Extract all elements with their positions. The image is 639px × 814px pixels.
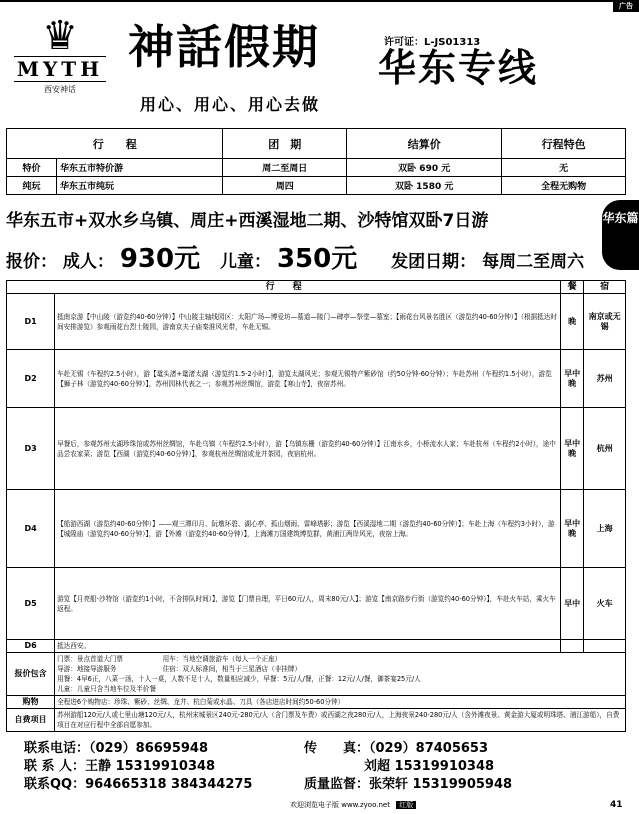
day-meal: 早中晚 [561, 408, 584, 490]
contact-phone [24, 740, 304, 758]
contact-value: 964665318 384344275 [85, 777, 253, 792]
contact-label: 质量监督： [304, 777, 370, 792]
adult-price: 930元 [119, 244, 201, 274]
day-desc: 车赴无锡（车程约2.5小时），游【鼋头渚+鼋渚太湖（游览约1.5-2小时）】，游览太湖风光；参观无锡特产紫砂馆（约50分钟-60分钟）；车赴苏州（车程约1.5小时），游览【狮子林（游览约40-60分钟）】，苏州园林代表之一；参观苏州丝绸馆，游览【寒山寺】，夜宿苏州。 [55, 350, 561, 408]
table-row [7, 177, 626, 195]
crown-icon: ♛ [42, 13, 78, 59]
day-meal: 早中晚 [561, 490, 584, 568]
day-label: D3 [7, 408, 55, 490]
contact-label: 联系电话： [24, 741, 90, 756]
day-desc: 抵达西安。 [55, 640, 561, 653]
slogan: 用心、用心、用心去做 [140, 95, 321, 114]
row-route: 华东五市特价游 [57, 159, 223, 177]
day-label: D2 [7, 350, 55, 408]
table-row [7, 490, 626, 568]
day-hotel: 杭州 [584, 408, 626, 490]
self-cell: 苏州游船120元/人或七里山塘120元/人，杭州宋城景区240元-280元/人（含门票及车费）或西湖之夜280元/人，上海夜景240-280元/人（含外滩夜景、黄金游大厦或明珠塔、浦江游船），自费项目在对应行程中全部自愿参加。 [55, 709, 626, 732]
region-title: 华东专线 [378, 46, 539, 90]
summary-header-feature: 行程特色 [502, 129, 626, 159]
contact-label: 刘超 [364, 759, 391, 774]
contact-person [24, 758, 304, 776]
itinerary-table [6, 280, 626, 732]
itinerary-header-meal: 餐 [561, 281, 584, 294]
day-meal: 早中 [561, 568, 584, 640]
note-line: 用餐：4早6正，八菜一汤，十人一桌，人数不足十人，数量相应减少，早餐：5元/人/餐，正餐：12元/人/餐，御茶宴25元/人 [57, 675, 421, 683]
depart-value: 每周二至周六 [482, 252, 585, 272]
summary-header-price: 结算价 [347, 129, 502, 159]
price-label: 报价： [6, 252, 57, 272]
day-label: D6 [7, 640, 55, 653]
contact-fax [304, 740, 584, 758]
contact-value: （029）87405653 [369, 741, 489, 756]
row-tag: 特价 [7, 159, 57, 177]
summary-table [6, 128, 626, 195]
day-desc: 抵南京游【中山陵（游览约40-60分钟）】中山陵主轴线园区：太阳广场—博爱坊—墓道—陵门—碑亭—祭堂—墓室；【雨花台风景名胜区（游览约40-60分钟）】（根据抵达时间安排游览）参观雨花台烈士陵园，游南京夫子庙秦淮风光带，车赴无锡。 [55, 294, 561, 350]
contact-label: 联 系 人： [24, 759, 86, 774]
note-line: 门票：景点首道大门票 用车：当地空调旅游车（每人一个正座） [57, 655, 282, 663]
table-row [7, 350, 626, 408]
day-meal: 晚 [561, 294, 584, 350]
contact-quality [304, 776, 584, 794]
table-row [7, 653, 626, 696]
self-label: 自费项目 [7, 709, 55, 732]
contact-value: 张荣轩 15319905948 [369, 777, 513, 792]
row-feature: 无 [502, 159, 626, 177]
contact-qq [24, 776, 304, 794]
page-number: 41 [610, 800, 623, 810]
side-tab: 华东篇 [602, 200, 639, 270]
note-line: 儿童：儿童只含当地车位及半价餐 [57, 685, 156, 693]
footer-text: 欢迎浏览电子版 www.zyoo.net [290, 801, 390, 809]
contact-person-2 [304, 758, 584, 776]
day-desc: 【船游西湖（游览约40-60分钟）】——观三潭印月、阮墩环碧、湖心亭、孤山烟雨、雷峰塔影；游览【西溪湿地二期（游览约40-60分钟）】；车赴上海（车程约3小时），游【城隍庙（游览约40-60分钟）】，游【外滩（游览约40-60分钟）】，上海滩万国建筑博览群，黄浦江两岸风光，夜宿上海。 [55, 490, 561, 568]
notes-label: 报价包含 [7, 653, 55, 696]
table-row [7, 709, 626, 732]
edition-badge: 红版 [396, 801, 416, 809]
depart-label: 发团日期： [391, 252, 477, 272]
summary-header-row [7, 129, 626, 159]
license-number: 许可证：L-JS01313 [384, 37, 481, 48]
top-rule [0, 0, 639, 10]
table-row [7, 408, 626, 490]
contacts [24, 740, 584, 794]
contact-value: （029）86695948 [89, 741, 209, 756]
child-label: 儿童： [220, 252, 272, 272]
contact-row [24, 776, 584, 794]
row-route: 华东五市纯玩 [57, 177, 223, 195]
contact-label: 联系QQ： [24, 777, 86, 792]
page-title: 神話假期 [128, 20, 320, 74]
notes-cell [55, 653, 626, 696]
table-row [7, 159, 626, 177]
day-hotel: 上海 [584, 490, 626, 568]
contact-label: 传 真： [304, 741, 370, 756]
summary-header-route: 行 程 [7, 129, 223, 159]
contact-value: 15319910348 [394, 759, 495, 774]
child-price: 350元 [276, 244, 358, 274]
route-title: 华东五市+双水乡乌镇、周庄+西溪湿地二期、沙特馆双卧7日游 [6, 211, 489, 231]
summary-header-date: 团 期 [223, 129, 347, 159]
day-label: D1 [7, 294, 55, 350]
day-hotel [584, 640, 626, 653]
day-hotel: 南京或无锡 [584, 294, 626, 350]
adult-label: 成人： [62, 252, 114, 272]
table-row [7, 640, 626, 653]
logo-sub: 西安神话 [44, 85, 76, 94]
table-row [7, 294, 626, 350]
day-desc: 早餐后，参观苏州太湖珍珠馆或苏州丝绸馆，车赴乌镇（车程约2.5小时），游【乌镇东栅（游览约40-60分钟）】江南水乡，小桥流水人家；车赴杭州（车程约2小时），途中品尝农家菜；游览【西湖（游览约40-60分钟）】，参观杭州丝绸馆或龙井茶园，夜宿杭州。 [55, 408, 561, 490]
row-date: 周二至周日 [223, 159, 347, 177]
shopping-label: 购物 [7, 696, 55, 709]
row-date: 周四 [223, 177, 347, 195]
logo [6, 13, 114, 102]
row-price: 双卧 1580 元 [347, 177, 502, 195]
logo-brand: MYTH [14, 56, 106, 82]
day-hotel: 苏州 [584, 350, 626, 408]
day-label: D4 [7, 490, 55, 568]
day-hotel: 火车 [584, 568, 626, 640]
note-line: 导游：地接导游服务 住宿：双人标准间，相当于三星酒店（非挂牌） [57, 665, 302, 673]
contact-row [24, 740, 584, 758]
itinerary-header-route: 行 程 [7, 281, 561, 294]
row-price: 双卧 690 元 [347, 159, 502, 177]
price-line [6, 238, 584, 275]
day-desc: 游览【月亮船-沙特馆（游览约1小时，不含排队时间）】，游览【门票自理，平日60元/人，周末80元/人】；游览【南京路步行街（游览约40-60分钟）】，车赴火车站，乘火车返程。 [55, 568, 561, 640]
table-row [7, 568, 626, 640]
row-feature: 全程无购物 [502, 177, 626, 195]
contact-value: 王静 15319910348 [85, 759, 216, 774]
table-row [7, 696, 626, 709]
day-meal: 早中晚 [561, 350, 584, 408]
ad-tag: 广告 [613, 0, 639, 12]
contact-row [24, 758, 584, 776]
shopping-cell: 全程进6个购物店：珍珠、紫砂、丝绸、龙井、杭白菊或水晶、刀具（各店进店时间约50-60分钟） [55, 696, 626, 709]
footer [290, 800, 416, 810]
day-label: D5 [7, 568, 55, 640]
day-meal [561, 640, 584, 653]
row-tag: 纯玩 [7, 177, 57, 195]
itinerary-header-row [7, 281, 626, 294]
itinerary-header-hotel: 宿 [584, 281, 626, 294]
